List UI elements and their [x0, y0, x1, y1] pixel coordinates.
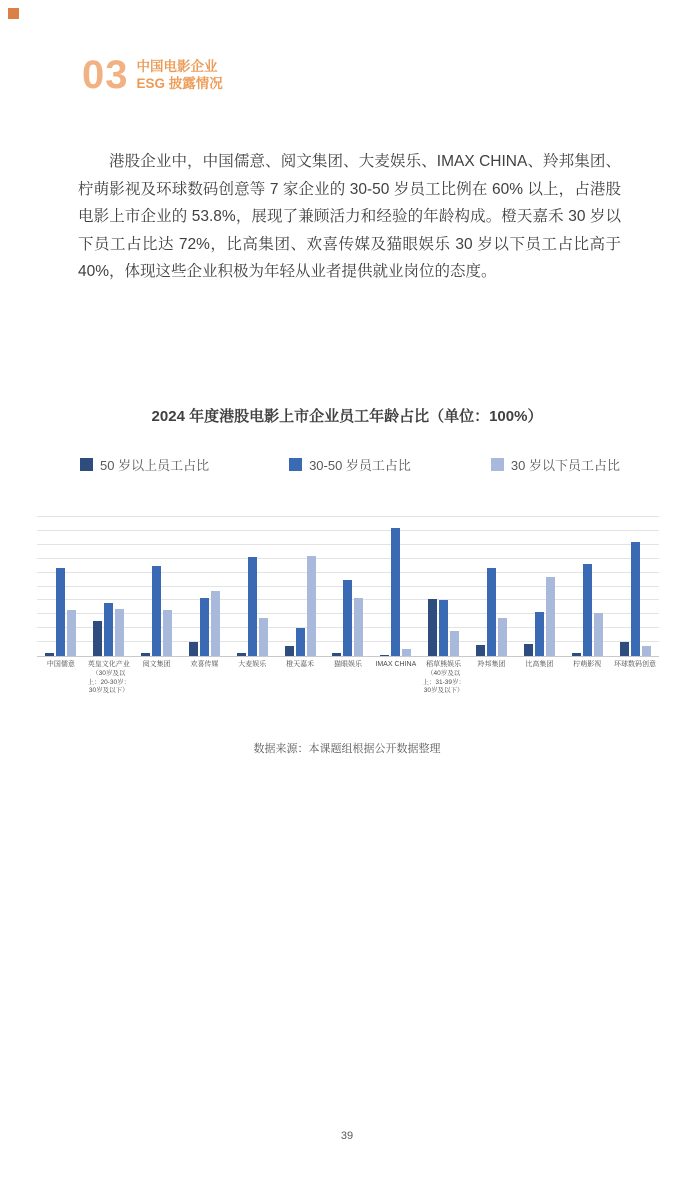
bars-row: [37, 504, 659, 656]
bar-group: [468, 504, 516, 656]
category-label: 环球数码创意: [614, 661, 657, 668]
legend-label-under30: 30 岁以下员工占比: [510, 458, 620, 473]
bar-group: [37, 504, 85, 656]
legend-swatch-30to50: [289, 458, 302, 471]
legend-label-over50: 50 岁以上员工占比: [100, 458, 210, 473]
x-axis-label-cell: [515, 660, 563, 696]
bar-group: [515, 504, 563, 656]
x-axis-label-cell: [133, 660, 181, 696]
legend-swatch-over50: [80, 458, 93, 471]
chapter-header: [82, 55, 223, 95]
bar: [546, 577, 555, 656]
bar: [211, 591, 220, 656]
bar: [498, 618, 507, 656]
x-axis-label-cell: [37, 660, 85, 696]
chapter-title-line1: 中国电影企业: [136, 59, 218, 74]
x-axis-label-cell: [85, 660, 133, 696]
bar: [535, 612, 544, 656]
x-axis-label-cell: [276, 660, 324, 696]
legend-item-30to50: [289, 455, 411, 474]
bar-group: [228, 504, 276, 656]
chapter-title-line2: ESG 披露情况: [136, 76, 223, 91]
bar: [391, 528, 400, 656]
bar: [141, 653, 150, 656]
bar-group: [324, 504, 372, 656]
x-axis-label-cell: [563, 660, 611, 696]
corner-accent-square: [8, 8, 19, 19]
bar-group: [420, 504, 468, 656]
chart-legend: [80, 455, 620, 474]
bar: [594, 613, 603, 656]
bar: [631, 542, 640, 656]
x-axis-label-cell: [611, 660, 659, 696]
bar-group: [85, 504, 133, 656]
bar-group: [276, 504, 324, 656]
x-axis-labels: [37, 660, 659, 696]
category-label: 大麦娱乐: [238, 661, 267, 668]
chart-title: 2024 年度港股电影上市企业员工年龄占比（单位：100%）: [151, 408, 543, 425]
category-label: 橙天嘉禾: [286, 661, 315, 668]
bar: [450, 631, 459, 656]
bar: [115, 609, 124, 656]
page-number: 39: [340, 1130, 354, 1142]
bar-group: [563, 504, 611, 656]
chart-plot-area: [37, 504, 659, 657]
category-label: IMAX CHINA: [375, 661, 417, 668]
bar: [259, 618, 268, 656]
bar: [583, 564, 592, 656]
bar: [163, 610, 172, 656]
bar-chart: [37, 504, 659, 696]
x-axis-label-cell: [324, 660, 372, 696]
bar: [642, 646, 651, 656]
bar: [439, 600, 448, 656]
bar: [354, 598, 363, 656]
bar: [402, 649, 411, 656]
bar: [237, 653, 246, 656]
bar: [476, 645, 485, 656]
x-axis-label-cell: [372, 660, 420, 696]
body-paragraph: 港股企业中，中国儒意、阅文集团、大麦娱乐、IMAX CHINA、羚邦集团、柠萌影视及环球数码创意等 7 家企业的 30-50 岁员工比例在 60% 以上，占港股电影上市企业的 53.8%，展现了兼顾活力和经验的年龄构成。橙天嘉禾 30 岁以下员工占比达 72%，比高集团、欢喜传媒及猫眼娱乐 30 岁以下员工占比高于 40%，体现这些企业积极为年轻从业者提供就业岗位的态度。: [78, 153, 621, 281]
bar: [524, 644, 533, 657]
bar: [332, 653, 341, 656]
bar-group: [133, 504, 181, 656]
category-label: 欢喜传媒: [190, 661, 219, 668]
category-label: 稻草熊娱乐: [426, 661, 462, 668]
x-axis-label-cell: [420, 660, 468, 696]
category-label: 柠萌影视: [573, 661, 602, 668]
category-age-bracket-note: （30岁及以上：20-30岁：30岁及以下）: [87, 670, 131, 694]
category-label: 羚邦集团: [477, 661, 506, 668]
category-label: 阅文集团: [142, 661, 171, 668]
chapter-title: [137, 58, 223, 92]
bar: [200, 598, 209, 656]
legend-item-over50: [80, 455, 209, 474]
bar: [189, 642, 198, 656]
legend-swatch-under30: [491, 458, 504, 471]
bar: [343, 580, 352, 656]
x-axis-label-cell: [181, 660, 229, 696]
category-label: 中国儒意: [46, 661, 75, 668]
x-axis-label-cell: [228, 660, 276, 696]
bar: [104, 603, 113, 656]
legend-item-under30: [491, 455, 620, 474]
bar: [620, 642, 629, 656]
bar: [380, 655, 389, 656]
bar: [487, 568, 496, 656]
bar: [152, 566, 161, 656]
bar: [67, 610, 76, 656]
bar: [45, 653, 54, 656]
bar-group: [181, 504, 229, 656]
bar: [428, 599, 437, 656]
bar: [572, 653, 581, 656]
x-axis-label-cell: [468, 660, 516, 696]
chapter-number: 03: [82, 53, 129, 97]
legend-label-30to50: 30-50 岁员工占比: [309, 458, 411, 473]
category-label: 英皇文化产业: [87, 661, 130, 668]
bar: [285, 646, 294, 656]
bar: [93, 621, 102, 656]
bar: [248, 557, 257, 656]
bar-group: [372, 504, 420, 656]
data-source-note: 数据来源：本课题组根据公开数据整理: [253, 743, 441, 755]
bar: [296, 628, 305, 656]
bar-group: [611, 504, 659, 656]
category-label: 猫眼娱乐: [333, 661, 362, 668]
bar: [307, 556, 316, 656]
category-age-bracket-note: （40岁及以上：31-39岁：30岁及以下）: [422, 670, 465, 694]
category-label: 比高集团: [525, 661, 554, 668]
bar: [56, 568, 65, 656]
